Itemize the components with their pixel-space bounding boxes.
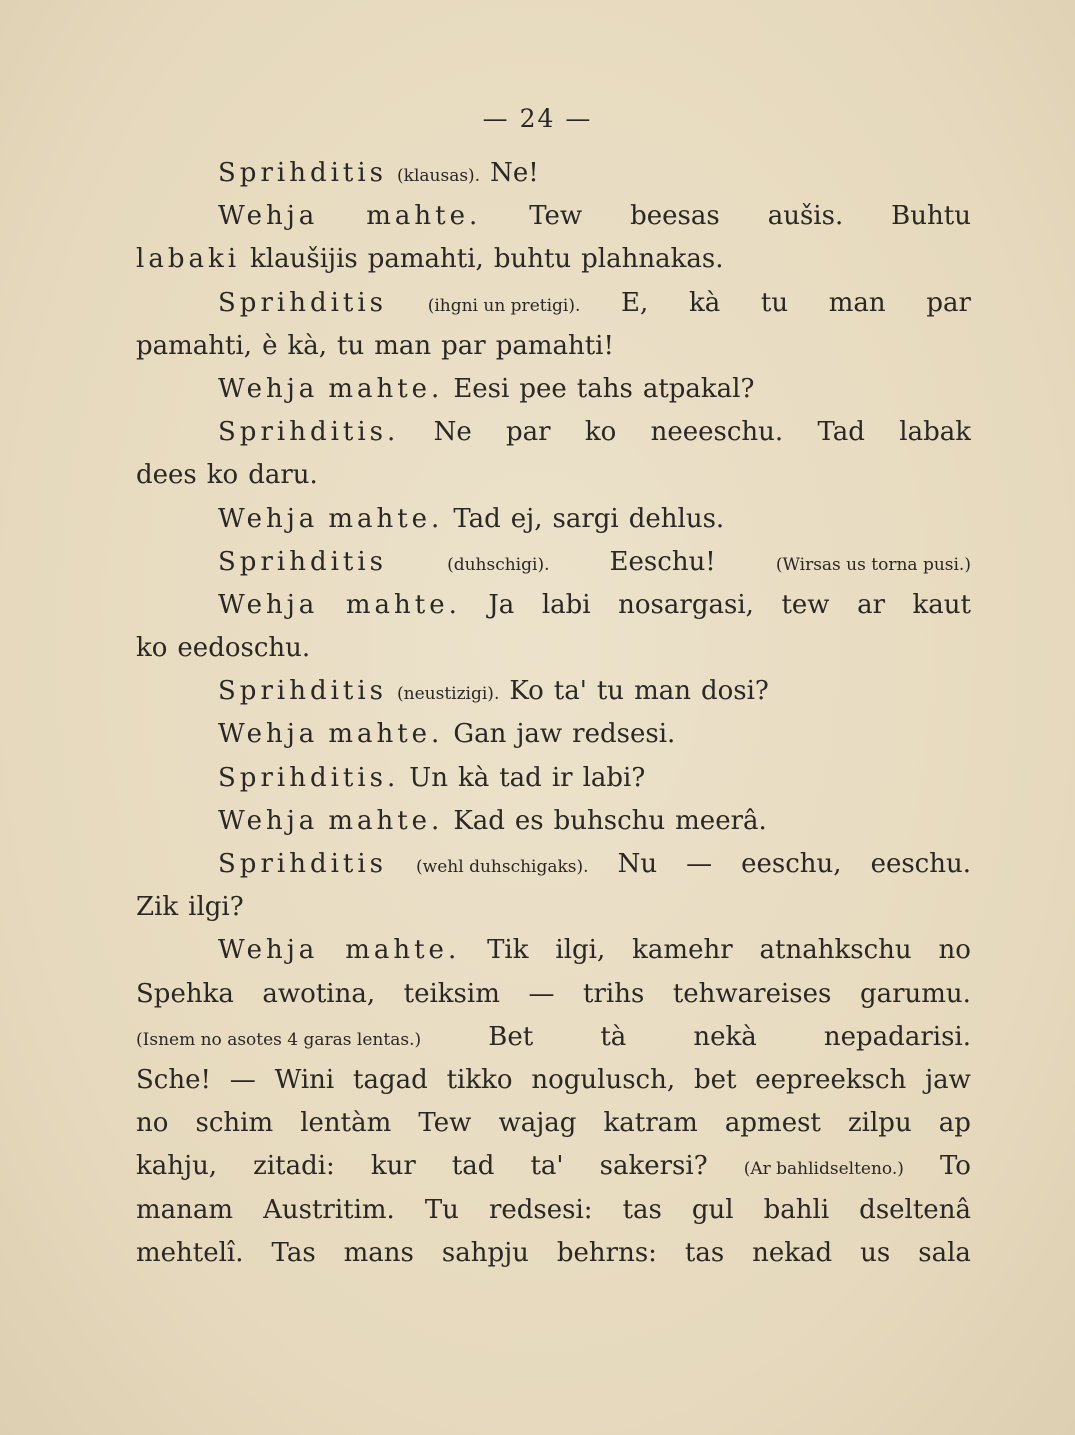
dialogue-word: tahs xyxy=(576,373,633,404)
speaker-name: mahte. xyxy=(366,201,482,232)
dialogue-word: ir xyxy=(551,762,573,793)
dialogue-word: tu xyxy=(760,287,789,318)
dialogue-word: Buhtu xyxy=(891,201,971,232)
dialogue-word: man xyxy=(828,287,886,318)
dialogue-word: no xyxy=(938,935,971,966)
dialogue-word: nekad xyxy=(752,1237,833,1268)
speaker-name: Wehja xyxy=(218,503,319,534)
dialogue-word: Spehka xyxy=(136,978,234,1009)
speaker-name: mahte. xyxy=(328,805,444,836)
text-line xyxy=(136,1102,971,1145)
speaker-name: mahte. xyxy=(328,373,444,404)
dialogue-word: lentàm xyxy=(300,1108,392,1139)
dialogue-word: labi? xyxy=(582,762,646,793)
dialogue-word: redsesi: xyxy=(488,1194,593,1225)
dialogue-word: nepadarisi. xyxy=(823,1021,971,1052)
speaker-name: mahte. xyxy=(328,503,444,534)
dialogue-word: sakersi? xyxy=(599,1151,708,1182)
dialogue-word: jaw xyxy=(925,1064,971,1095)
dialogue-word: Austritim. xyxy=(263,1194,395,1225)
dialogue-word: kà xyxy=(457,762,490,793)
stage-direction: (klausas). xyxy=(397,166,481,186)
dialogue-word: mans xyxy=(343,1237,414,1268)
dialogue-word: Tad xyxy=(453,503,501,534)
speaker-name: mahte. xyxy=(328,719,444,750)
text-line xyxy=(136,368,971,411)
dialogue-word: ar xyxy=(857,589,885,620)
speaker-name: Wehja xyxy=(218,201,319,232)
speaker-name: Wehja xyxy=(218,373,319,404)
dialogue-word: manam xyxy=(136,1194,234,1225)
speaker-name: mahte. xyxy=(345,589,461,620)
dialogue-word: katram xyxy=(603,1108,698,1139)
text-line xyxy=(136,411,971,454)
dialogue-word: Tad xyxy=(817,417,865,448)
dialogue-word: zitadi: xyxy=(253,1151,335,1182)
dialogue-word: gul xyxy=(691,1194,734,1225)
speaker-name: labaki xyxy=(136,244,241,275)
text-line xyxy=(136,325,971,368)
dialogue-word: tad xyxy=(499,762,542,793)
stage-direction: (neustizigi). xyxy=(397,684,500,705)
dialogue-word: garumu. xyxy=(859,978,971,1009)
page-number: — 24 — xyxy=(482,104,593,133)
dialogue-word: apmest xyxy=(724,1108,821,1139)
dialogue-word: plahnakas. xyxy=(581,244,724,275)
dialogue-word: tu xyxy=(337,330,365,361)
dialogue-word: buhschu xyxy=(553,805,666,836)
dialogue-word: eeschu. xyxy=(870,849,971,879)
dialogue-word: sargi xyxy=(552,503,619,534)
dialogue-word: Gan xyxy=(453,719,507,750)
dialogue-word: schim xyxy=(195,1108,274,1139)
dialogue-word: Ja xyxy=(488,589,515,620)
dialogue-word: Zik xyxy=(136,892,179,923)
dialogue-word: mehtelî. xyxy=(136,1237,244,1268)
dialogue-word: tikko xyxy=(446,1064,513,1095)
text-line xyxy=(136,929,971,972)
text-line xyxy=(136,1189,971,1232)
dialogue-word: tu xyxy=(596,676,625,707)
dialogue-word: teiksim xyxy=(403,978,500,1009)
dialogue-word: ap xyxy=(938,1108,971,1139)
text-line xyxy=(136,973,971,1016)
dialogue-word: man xyxy=(374,330,432,361)
speaker-name: Wehja xyxy=(218,589,319,620)
dialogue-word: par xyxy=(926,287,971,318)
dialogue-word: atpakal? xyxy=(642,373,755,404)
dialogue-word: aušis. xyxy=(767,201,844,232)
text-line xyxy=(136,1016,971,1059)
text-line xyxy=(136,627,971,670)
dialogue-word: behrns: xyxy=(556,1237,657,1268)
dialogue-word: man xyxy=(634,676,691,707)
dialogue-word: Tas xyxy=(271,1237,316,1268)
dialogue-word: Eeschu! xyxy=(609,546,716,577)
dialogue-word: Ne! xyxy=(490,158,539,188)
dialogue-word: tew xyxy=(781,589,830,620)
dialogue-word: kur xyxy=(370,1151,416,1182)
dialogue-word: ko xyxy=(206,460,239,491)
dialogue-word: kà, xyxy=(287,330,327,361)
dialogue-word: sahpju xyxy=(441,1237,529,1268)
dialogue-word: pamahti, xyxy=(136,330,253,361)
dialogue-word: ko xyxy=(584,417,617,448)
dialogue-word: zilpu xyxy=(847,1108,912,1139)
dialogue-word: bahli xyxy=(763,1194,830,1225)
dialogue-word: kamehr xyxy=(632,935,733,966)
dialogue-word: kaut xyxy=(912,589,971,620)
text-line xyxy=(136,713,971,756)
text-line xyxy=(136,454,971,497)
stage-direction: (ihgni un pretigi). xyxy=(427,295,581,316)
dialogue-word: ko xyxy=(136,633,168,664)
text-line xyxy=(136,1059,971,1102)
dialogue-word: es xyxy=(514,805,544,836)
speaker-name: Sprihditis xyxy=(218,158,388,188)
dialogue-word: awotina, xyxy=(262,978,376,1009)
dialogue-word: Eesi xyxy=(453,373,510,404)
text-line xyxy=(136,584,971,627)
play-text xyxy=(136,152,971,1275)
dialogue-word: beesas xyxy=(630,201,720,232)
dialogue-word: daru. xyxy=(248,460,318,491)
dialogue-word: nogulusch, xyxy=(531,1064,676,1095)
dialogue-word: tà xyxy=(600,1021,627,1052)
dialogue-word: bet xyxy=(693,1064,737,1095)
dialogue-word: ta' xyxy=(530,1151,564,1182)
speaker-name: Sprihditis xyxy=(218,676,388,707)
speaker-name: Sprihditis xyxy=(218,849,388,879)
dialogue-word: sala xyxy=(918,1237,971,1268)
text-line xyxy=(136,282,971,325)
dialogue-word: dseltenâ xyxy=(859,1194,971,1225)
stage-direction: (Wirsas us torna pusi.) xyxy=(775,554,971,575)
dialogue-word: eedoschu. xyxy=(177,633,311,664)
dialogue-word: trihs xyxy=(583,978,645,1009)
dialogue-word: tagad xyxy=(353,1064,428,1095)
dialogue-word: eepreeksch xyxy=(755,1064,907,1095)
text-line xyxy=(136,670,971,713)
text-line xyxy=(136,195,971,238)
dialogue-word: no xyxy=(136,1108,169,1139)
dialogue-word: kahju, xyxy=(136,1151,218,1182)
dialogue-word: eeschu, xyxy=(741,849,842,879)
stage-direction: (wehl duhschigaks). xyxy=(416,857,589,877)
dialogue-word: Sche! xyxy=(136,1064,211,1095)
dialogue-word: ilgi, xyxy=(555,935,606,966)
dialogue-word: nosargasi, xyxy=(618,589,754,620)
stage-direction: (Ar bahlidselteno.) xyxy=(743,1159,904,1180)
dialogue-word: Tik xyxy=(487,935,529,966)
dialogue-word: Un xyxy=(409,762,448,793)
text-line xyxy=(136,886,971,929)
dialogue-word: klaušijis xyxy=(250,244,358,275)
dialogue-word: To xyxy=(939,1151,971,1182)
dialogue-word: par xyxy=(506,417,551,448)
text-line xyxy=(136,541,971,584)
dialogue-word: pamahti, xyxy=(367,244,484,275)
dialogue-word: Tew xyxy=(418,1108,472,1139)
dialogue-word: Nu xyxy=(617,849,658,879)
dialogue-word: è xyxy=(262,330,278,361)
stage-direction: (Isnem no asotes 4 garas lentas.) xyxy=(136,1029,422,1050)
dialogue-word: neeeschu. xyxy=(650,417,784,448)
text-line xyxy=(136,152,971,195)
dialogue-word: labak xyxy=(899,417,971,448)
dialogue-word: Ne xyxy=(433,417,472,448)
dialogue-word: jaw xyxy=(516,719,563,750)
dialogue-word: Bet xyxy=(488,1021,534,1052)
speaker-name: Sprihditis xyxy=(218,287,388,318)
dialogue-word: Tu xyxy=(424,1194,459,1225)
dialogue-word: meerâ. xyxy=(675,805,767,836)
speaker-name: Wehja xyxy=(218,805,319,836)
dialogue-word: ta' xyxy=(553,676,587,707)
dialogue-word: Wini xyxy=(274,1064,335,1095)
dialogue-word: Ko xyxy=(509,676,544,707)
dialogue-word: dehlus. xyxy=(628,503,725,534)
text-line xyxy=(136,1145,971,1188)
text-line xyxy=(136,757,971,800)
dialogue-word: us xyxy=(860,1237,891,1268)
dialogue-word: — xyxy=(229,1064,256,1095)
dialogue-word: tehwareises xyxy=(672,978,832,1009)
dialogue-word: tad xyxy=(451,1151,495,1182)
dialogue-word: pee xyxy=(519,373,567,404)
speaker-name: mahte. xyxy=(345,935,461,966)
dialogue-word: atnahkschu xyxy=(759,935,912,966)
dialogue-word: ej, xyxy=(510,503,543,534)
text-line xyxy=(136,1232,971,1275)
dialogue-word: par xyxy=(441,330,486,361)
speaker-name: Sprihditis. xyxy=(218,762,400,793)
speaker-name: Wehja xyxy=(218,935,319,966)
dialogue-word: — xyxy=(528,978,555,1009)
dialogue-word: — xyxy=(686,849,713,879)
speaker-name: Wehja xyxy=(218,719,319,750)
dialogue-word: buhtu xyxy=(493,244,572,275)
speaker-name: Sprihditis xyxy=(218,546,388,577)
dialogue-word: kà xyxy=(688,287,721,318)
dialogue-word: redsesi. xyxy=(572,719,676,750)
text-line xyxy=(136,498,971,541)
dialogue-word: tas xyxy=(684,1237,725,1268)
dialogue-word: Tew xyxy=(529,201,583,232)
dialogue-word: nekà xyxy=(693,1021,757,1052)
dialogue-word: labi xyxy=(541,589,591,620)
dialogue-word: wajag xyxy=(498,1108,577,1139)
speaker-name: Sprihditis. xyxy=(218,417,400,448)
dialogue-word: ilgi? xyxy=(188,892,244,923)
text-line xyxy=(136,238,971,281)
dialogue-word: pamahti! xyxy=(495,330,614,361)
dialogue-word: dees xyxy=(136,460,197,491)
dialogue-word: dosi? xyxy=(700,676,769,707)
dialogue-word: Kad xyxy=(453,805,505,836)
text-line xyxy=(136,800,971,843)
dialogue-word: tas xyxy=(622,1194,662,1225)
stage-direction: (duhschigi). xyxy=(447,554,550,575)
text-line xyxy=(136,843,971,886)
dialogue-word: E, xyxy=(621,287,649,318)
